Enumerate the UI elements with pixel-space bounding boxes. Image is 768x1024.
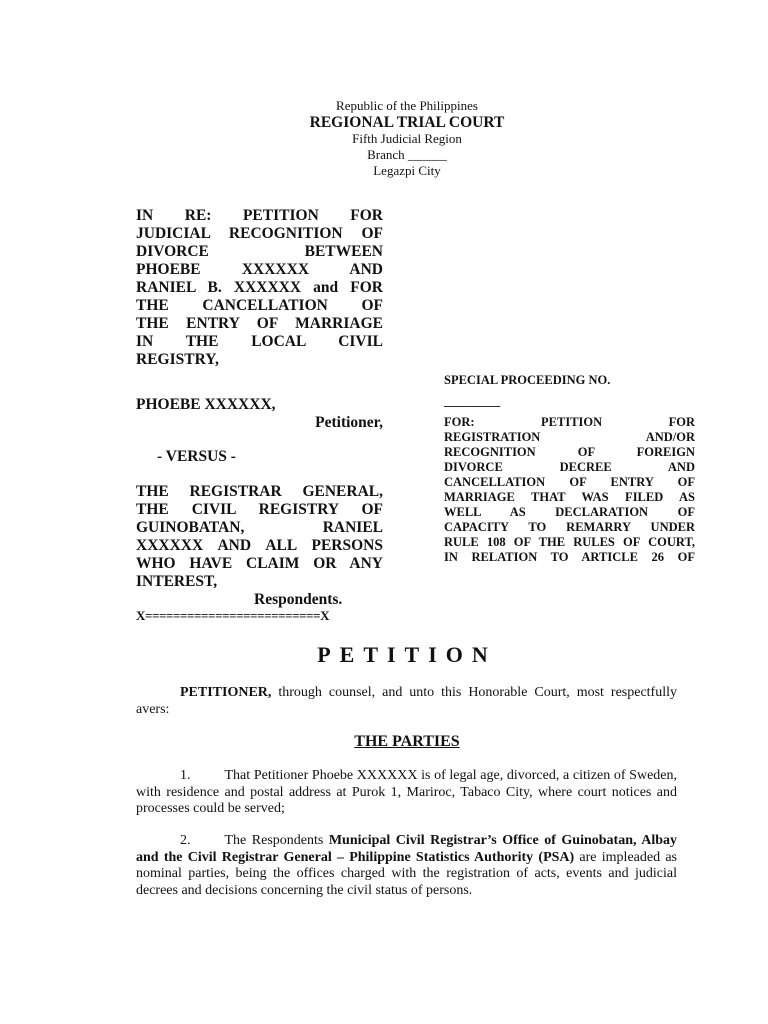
- for-line: DIVORCE DECREE AND: [444, 460, 695, 474]
- for-line: WELL AS DECLARATION OF: [444, 505, 695, 519]
- for-line: FOR: PETITION FOR: [444, 415, 695, 429]
- for-line: RECOGNITION OF FOREIGN: [444, 445, 695, 459]
- in-re-line: THE CANCELLATION OF: [136, 297, 383, 314]
- versus-label: - VERSUS -: [157, 448, 236, 465]
- region-line: Fifth Judicial Region: [352, 131, 462, 146]
- paragraph-number: 2.: [180, 833, 191, 848]
- paragraph-1: [136, 768, 677, 818]
- for-line: IN RELATION TO ARTICLE 26 OF: [444, 550, 695, 564]
- in-re-line: IN RE: PETITION FOR: [136, 207, 383, 224]
- proceeding-number-blank: _________: [444, 394, 501, 408]
- respondent-line: THE REGISTRAR GENERAL,: [136, 483, 383, 500]
- paragraph-text: The Respondents: [224, 833, 329, 848]
- section-title: THE PARTIES: [354, 733, 460, 750]
- special-proceeding-label: SPECIAL PROCEEDING NO.: [444, 373, 611, 387]
- paragraph-text: are impleaded as nominal parties, being the offices charged with the registration of acts, events and judicial decrees and decisions concerning the civil status of persons.: [136, 849, 677, 898]
- city-line: Legazpi City: [373, 163, 441, 178]
- branch-line: Branch ______: [367, 147, 447, 162]
- caption-separator: X=========================X: [136, 608, 330, 623]
- petitioner-name: PHOEBE XXXXXX,: [136, 396, 276, 413]
- respondent-line: XXXXXX AND ALL PERSONS: [136, 537, 383, 554]
- paragraph-number: 1.: [180, 768, 191, 783]
- for-line: CANCELLATION OF ENTRY OF: [444, 475, 695, 489]
- intro-text: through counsel, and unto this Honorable Court, most respectfully avers:: [136, 685, 677, 717]
- paragraph-bold-text: Municipal Civil Registrar’s Office of Guinobatan, Albay and the Civil Registrar General – Philippine Statistics Authority (PSA): [136, 833, 678, 865]
- respondent-role: Respondents.: [254, 591, 343, 608]
- republic-line: Republic of the Philippines: [336, 98, 478, 113]
- for-line: MARRIAGE THAT WAS FILED AS: [444, 490, 695, 504]
- in-re-line: REGISTRY,: [136, 351, 219, 368]
- petitioner-role: Petitioner,: [315, 414, 383, 431]
- respondent-line: GUINOBATAN, RANIEL: [136, 519, 383, 536]
- for-description: [444, 415, 695, 565]
- in-re-line: THE ENTRY OF MARRIAGE: [136, 315, 383, 332]
- court-name: REGIONAL TRIAL COURT: [309, 114, 505, 131]
- document-title: PETITION: [317, 642, 497, 667]
- for-line: REGISTRATION AND/OR: [444, 430, 695, 444]
- respondent-line: THE CIVIL REGISTRY OF: [136, 501, 383, 518]
- for-line: RULE 108 OF THE RULES OF COURT,: [444, 535, 695, 549]
- in-re-line: JUDICIAL RECOGNITION OF: [136, 225, 383, 242]
- case-info: [444, 373, 695, 565]
- intro-paragraph: [136, 685, 677, 718]
- respondent-line: INTEREST,: [136, 573, 218, 590]
- for-line: CAPACITY TO REMARRY UNDER: [444, 520, 695, 534]
- in-re-line: DIVORCE BETWEEN: [136, 243, 383, 260]
- in-re-line: IN THE LOCAL CIVIL: [136, 333, 383, 350]
- paragraph-text: That Petitioner Phoebe XXXXXX is of legal age, divorced, a citizen of Sweden, with residence and postal address at Purok 1, Mariroc, Tabaco City, where court notices and processes could be served;: [136, 768, 677, 816]
- court-header: [0, 98, 768, 179]
- intro-bold: PETITIONER,: [180, 685, 272, 700]
- respondent-line: WHO HAVE CLAIM OR ANY: [136, 555, 383, 572]
- in-re-line: RANIEL B. XXXXXX and FOR: [136, 279, 383, 296]
- paragraph-2: [136, 833, 677, 899]
- in-re-line: PHOEBE XXXXXX AND: [136, 261, 383, 278]
- case-caption: [136, 207, 383, 623]
